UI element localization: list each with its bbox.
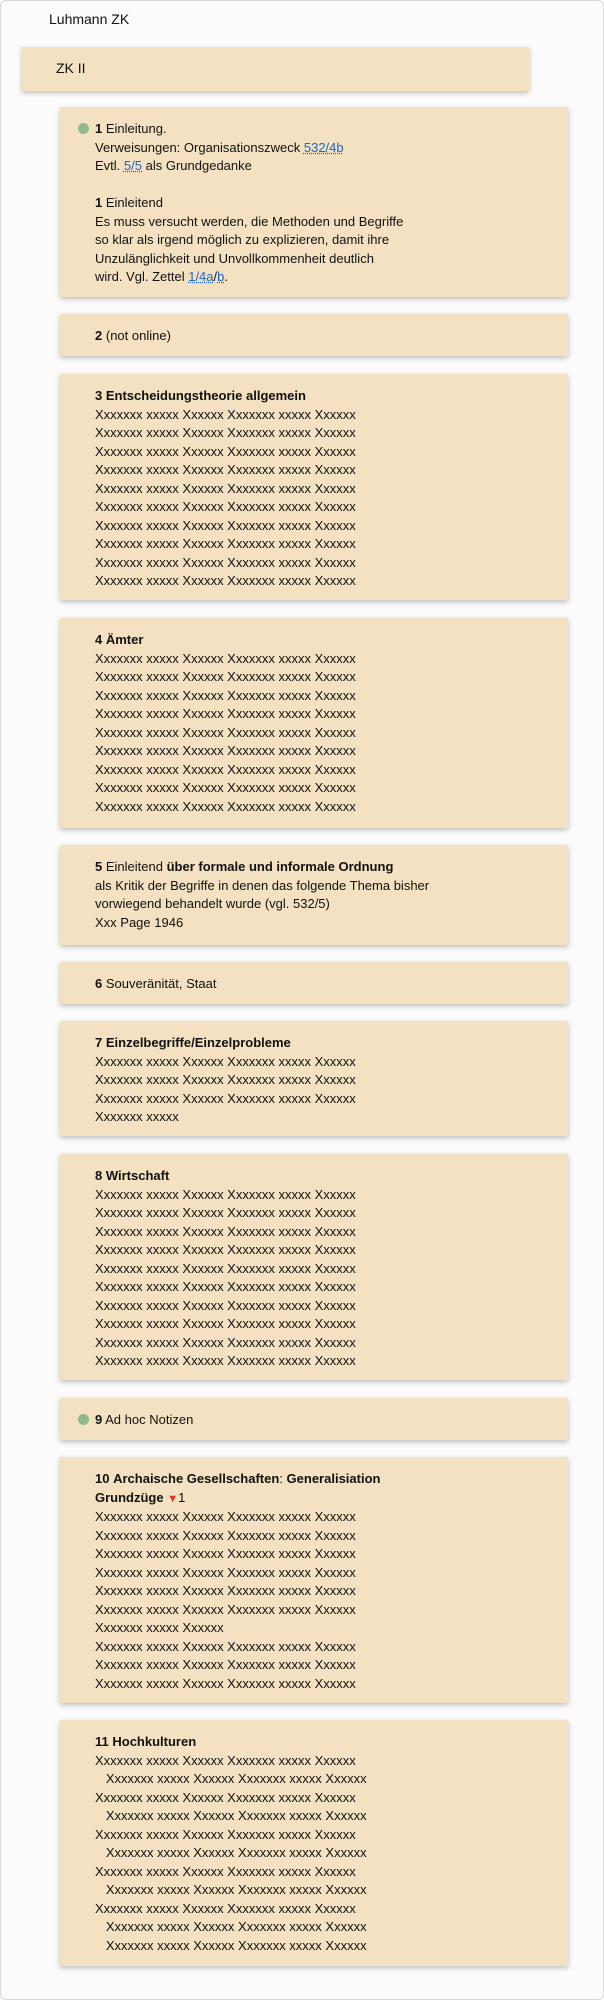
card-title-a: Archaische Gesellschaften [113,1471,280,1486]
filler-line: Xxxxxxx xxxxx Xxxxxx Xxxxxxx xxxxx Xxxxxx [95,1527,356,1543]
filler-line: Xxxxxxx xxxxx Xxxxxx Xxxxxxx xxxxx Xxxxxx [95,1353,356,1368]
filler-line: Xxxxxxx xxxxx Xxxxxx Xxxxxxx xxxxx Xxxxxx [95,1583,356,1598]
body-line: so klar als irgend möglich zu explizieren, damit ihre [95,232,390,247]
card-title: Ad hoc Notizen [105,1412,194,1427]
filler-line: Xxxxxxx xxxxx Xxxxxx Xxxxxxx xxxxx Xxxxxx [95,1900,356,1916]
colon: : [279,1471,283,1486]
zettel-card-7[interactable] [60,1021,568,1136]
card-title: Souveränität, Staat [105,976,217,991]
card-number: 6 [95,976,103,991]
filler-line: Xxxxxxx xxxxx Xxxxxx Xxxxxxx xxxxx Xxxxxx [95,480,356,496]
filler-line: Xxxxxxx xxxxx Xxxxxx [95,1620,224,1635]
card-title: (not online) [105,328,171,343]
filler-line: Xxxxxxx xxxxx Xxxxxx Xxxxxxx xxxxx Xxxxxx [95,650,356,666]
filler-line: Xxxxxxx xxxxx Xxxxxx Xxxxxxx xxxxx Xxxxxx [105,1845,367,1860]
filler-line: Xxxxxxx xxxxx Xxxxxx Xxxxxxx xxxxx Xxxxxx [95,499,356,514]
filler-line: Xxxxxxx xxxxx Xxxxxx Xxxxxxx xxxxx Xxxxxx [95,1279,356,1294]
status-dot-icon [78,123,89,134]
filler-line: Xxxxxxx xxxxx Xxxxxx Xxxxxxx xxxxx Xxxxxx [95,1316,356,1331]
filler-line: Xxxxxxx xxxxx Xxxxxx Xxxxxxx xxxxx Xxxxxx [95,1863,356,1879]
filler-line: Xxxxxxx xxxxx [95,1109,179,1124]
filler-line: Xxxxxxx xxxxx Xxxxxx Xxxxxxx xxxxx Xxxxxx [95,1205,356,1220]
zettel-card-4[interactable] [60,618,568,828]
card-number: 3 [95,388,103,403]
filler-line: Xxxxxxx xxxxx Xxxxxx Xxxxxxx xxxxx Xxxxxx [95,1509,356,1524]
filler-line: Xxxxxxx xxxxx Xxxxxx Xxxxxxx xxxxx Xxxxxx [95,1072,356,1087]
card-title: Wirtschaft [105,1168,170,1183]
filler-line: Xxxxxxx xxxxx Xxxxxx Xxxxxxx xxxxx Xxxxxx [105,1771,367,1786]
filler-line: Xxxxxxx xxxxx Xxxxxx Xxxxxxx xxxxx Xxxxxx [95,1752,356,1768]
filler-line: Xxxxxxx xxxxx Xxxxxx Xxxxxxx xxxxx Xxxxxx [95,443,356,459]
body-line: Es muss versucht werden, die Methoden und Begriffe [95,213,404,229]
status-dot-icon [78,1414,89,1425]
filler-line: Xxxxxxx xxxxx Xxxxxx Xxxxxxx xxxxx Xxxxxx [95,406,356,422]
card-title-b: Generalisiation [286,1471,381,1486]
zettel-card-10[interactable] [60,1457,568,1703]
card-title: Ämter [105,632,144,647]
filler-line: Xxxxxxx xxxxx Xxxxxx Xxxxxxx xxxxx Xxxxxx [95,1186,356,1202]
zettel-card-8[interactable] [60,1154,568,1380]
filler-line: Xxxxxxx xxxxx Xxxxxx Xxxxxxx xxxxx Xxxxxx [95,1675,356,1691]
body-line: vorwiegend behandelt wurde (vgl. 532/5) [95,896,330,911]
filler-line: Xxxxxxx xxxxx Xxxxxx Xxxxxxx xxxxx Xxxxxx [95,1546,356,1561]
filler-line: Xxxxxxx xxxxx Xxxxxx Xxxxxxx xxxxx Xxxxxx [95,798,356,814]
ref-link-5-5[interactable]: 5/5 [123,158,142,173]
filler-line: Xxxxxxx xxxxx Xxxxxx Xxxxxxx xxxxx Xxxxxx [105,1919,367,1934]
body-line: Unzulänglichkeit und Unvollkommenheit deutlich [95,250,374,266]
evtl-text: Evtl. [95,158,121,173]
card-title-plain: Einleitend [105,859,163,874]
card-number: 10 [95,1471,110,1486]
zettel-card-2[interactable] [60,314,568,356]
period: . [224,269,229,284]
refs-label: Verweisungen: Organisationszweck [95,139,301,155]
card-number: 2 [95,328,103,343]
root-card-label: ZK II [56,60,86,76]
card-title: Einzelbegriffe/Einzelprobleme [105,1035,291,1050]
filler-line: Xxxxxxx xxxxx Xxxxxx Xxxxxxx xxxxx Xxxxxx [95,1053,356,1069]
filler-line: Xxxxxxx xxxxx Xxxxxx Xxxxxxx xxxxx Xxxxxx [95,1242,356,1257]
zettel-card-9[interactable] [60,1398,568,1440]
card-number: 11 [95,1734,109,1749]
card-subtitle: Einleitend [105,195,163,210]
filler-line: Xxxxxxx xxxxx Xxxxxx Xxxxxxx xxxxx Xxxxxx [95,669,356,684]
filler-line: Xxxxxxx xxxxx Xxxxxx Xxxxxxx xxxxx Xxxxxx [95,743,356,758]
zettel-card-6[interactable] [60,962,568,1004]
card-number: 1 [95,195,103,210]
zettel-card-3[interactable] [60,374,568,600]
filler-line: Xxxxxxx xxxxx Xxxxxx Xxxxxxx xxxxx Xxxxxx [95,724,356,740]
filler-line: Xxxxxxx xxxxx Xxxxxx Xxxxxxx xxxxx Xxxxxx [95,462,356,477]
evtl-post-text: als Grundgedanke [145,158,252,173]
card-number: 5 [95,859,103,874]
ref-link-532-4b[interactable]: 532/4b [303,139,344,155]
app-title: Luhmann ZK [49,11,130,27]
filler-line: Xxxxxxx xxxxx Xxxxxx Xxxxxxx xxxxx Xxxxxx [95,1657,356,1672]
card-title: Einleitung. [105,121,167,136]
filler-line: Xxxxxxx xxxxx Xxxxxx Xxxxxxx xxxxx Xxxxxx [105,1882,367,1897]
filler-line: Xxxxxxx xxxxx Xxxxxx Xxxxxxx xxxxx Xxxxxx [95,761,356,777]
filler-line: Xxxxxxx xxxxx Xxxxxx Xxxxxxx xxxxx Xxxxxx [105,1808,367,1823]
filler-line: Xxxxxxx xxxxx Xxxxxx Xxxxxxx xxxxx Xxxxxx [95,554,356,570]
slash: / [213,269,218,284]
card-title-bold: über formale und informale Ordnung [166,859,394,874]
filler-line: Xxxxxxx xxxxx Xxxxxx Xxxxxxx xxxxx Xxxxxx [95,573,356,588]
card-title: Hochkulturen [112,1734,197,1749]
body-line: als Kritik der Begriffe in denen das folgende Thema bisher [95,877,430,893]
filler-line: Xxxxxxx xxxxx Xxxxxx Xxxxxxx xxxxx Xxxxxx [95,1090,356,1106]
filler-line: Xxxxxxx xxxxx Xxxxxx Xxxxxxx xxxxx Xxxxxx [95,706,356,721]
filler-line: Xxxxxxx xxxxx Xxxxxx Xxxxxxx xxxxx Xxxxxx [95,1601,356,1617]
filler-line: Xxxxxxx xxxxx Xxxxxx Xxxxxxx xxxxx Xxxxxx [95,1334,356,1350]
card-number: 9 [95,1412,103,1427]
filler-line: Xxxxxxx xxxxx Xxxxxx Xxxxxxx xxxxx Xxxxxx [95,1789,356,1805]
card-number: 4 [95,632,103,647]
filler-line: Xxxxxxx xxxxx Xxxxxx Xxxxxxx xxxxx Xxxxxx [95,536,356,551]
body-line: Xxx Page 1946 [95,914,184,930]
filler-line: Xxxxxxx xxxxx Xxxxxx Xxxxxxx xxxxx Xxxxxx [95,425,356,440]
ref-link-b[interactable]: b [217,269,225,284]
zettel-card-1[interactable] [60,107,568,297]
card-title: Entscheidungstheorie allgemein [105,388,306,403]
zettel-card-5[interactable] [60,845,568,945]
filler-line: Xxxxxxx xxxxx Xxxxxx Xxxxxxx xxxxx Xxxxxx [95,1223,356,1239]
filler-line: Xxxxxxx xxxxx Xxxxxx Xxxxxxx xxxxx Xxxxxx [95,1638,356,1654]
filler-line: Xxxxxxx xxxxx Xxxxxx Xxxxxxx xxxxx Xxxxxx [95,687,356,703]
filler-line: Xxxxxxx xxxxx Xxxxxx Xxxxxxx xxxxx Xxxxxx [95,1260,356,1276]
ref-link-1-4a[interactable]: 1/4a [188,269,214,284]
card-number: 8 [95,1168,103,1183]
zettel-card-11[interactable] [60,1720,568,1966]
card-number: 7 [95,1035,103,1050]
card-number: 1 [95,121,103,136]
collapse-triangle-icon[interactable]: ▼ [167,1492,179,1505]
card-title-c: Grundzüge [95,1489,164,1505]
filler-line: Xxxxxxx xxxxx Xxxxxx Xxxxxxx xxxxx Xxxxxx [105,1937,367,1953]
body-line: wird. Vgl. Zettel [95,269,185,284]
filler-line: Xxxxxxx xxxxx Xxxxxx Xxxxxxx xxxxx Xxxxxx [95,1826,356,1842]
filler-line: Xxxxxxx xxxxx Xxxxxx Xxxxxxx xxxxx Xxxxxx [95,517,356,533]
zettel-root-card[interactable] [22,47,529,91]
filler-line: Xxxxxxx xxxxx Xxxxxx Xxxxxxx xxxxx Xxxxxx [95,1564,356,1580]
marker-number: 1 [178,1489,186,1505]
filler-line: Xxxxxxx xxxxx Xxxxxx Xxxxxxx xxxxx Xxxxxx [95,780,356,795]
filler-line: Xxxxxxx xxxxx Xxxxxx Xxxxxxx xxxxx Xxxxxx [95,1297,356,1313]
